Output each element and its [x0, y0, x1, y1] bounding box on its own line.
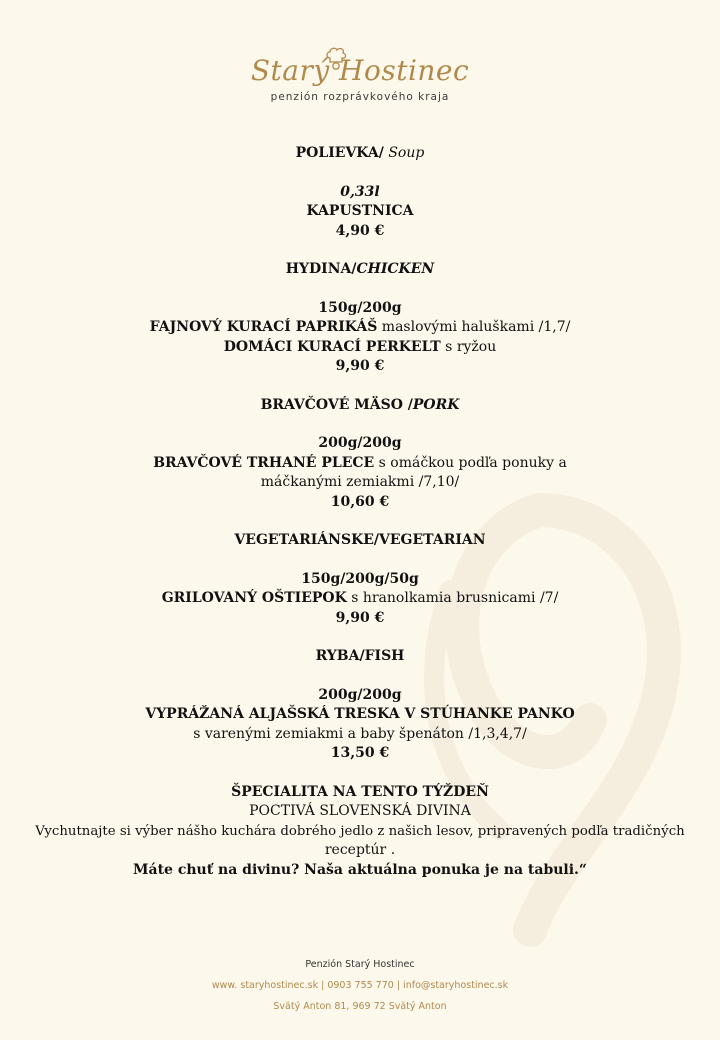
special-text-2: receptúr . — [324, 842, 396, 858]
chicken-item-1 — [0, 318, 720, 338]
chicken-price: 9,90 € — [335, 358, 385, 374]
logo-title — [251, 54, 469, 87]
fish-heading: RYBA/FISH — [315, 648, 405, 664]
special-heading: ŠPECIALITA NA TENTO TÝŽDEŇ — [231, 783, 489, 800]
vegetarian-item-name: GRILOVANÝ OŠTIEPOK — [161, 590, 347, 606]
fish-weight: 200g/200g — [318, 686, 402, 703]
pork-heading-sk: BRAVČOVÉ MÄSO / — [260, 396, 413, 413]
chicken-weight: 150g/200g — [318, 299, 402, 316]
chef-hat-icon — [325, 46, 347, 72]
soup-heading — [0, 144, 720, 164]
chicken-heading-sk: HYDINA/ — [285, 261, 357, 277]
soup-weight: 0,33l — [340, 183, 380, 200]
soup-heading-en: Soup — [388, 145, 425, 161]
pork-weight: 200g/200g — [318, 435, 402, 451]
chicken-item-2-desc: s ryžou — [440, 338, 497, 355]
footer-name: Penzión Starý Hostinec — [305, 959, 415, 970]
logo-subtitle: penzión rozprávkového kraja — [270, 91, 450, 103]
fish-item-desc: s varenými zemiakmi a baby špenáton /1,3,4,7/ — [193, 725, 527, 742]
chicken-item-1-desc: maslovými haluškami /1,7/ — [377, 319, 571, 335]
pork-item-desc-1: s omáčkou podľa ponuky a — [374, 454, 567, 471]
pork-item-name: BRAVČOVÉ TRHANÉ PLECE — [153, 454, 375, 471]
pork-item-desc-2: máčkanými zemiakmi /7,10/ — [260, 474, 460, 490]
pork-item — [0, 454, 720, 474]
special-cta: Máte chuť na divinu? Naša aktuálna ponuka je na tabuli.“ — [133, 861, 587, 878]
pork-heading — [0, 396, 720, 416]
footer-contact: www. staryhostinec.sk | 0903 755 770 | info@staryhostinec.sk — [211, 980, 509, 991]
logo-title-text: Starý Hostinec — [250, 54, 470, 87]
pork-price: 10,60 € — [330, 493, 390, 510]
logo — [0, 54, 720, 103]
fish-price: 13,50 € — [330, 745, 390, 761]
vegetarian-heading: VEGETARIÁNSKE/VEGETARIAN — [234, 532, 486, 548]
soup-name: KAPUSTNICA — [306, 203, 414, 219]
chicken-heading-en: CHICKEN — [356, 261, 435, 277]
soup-price: 4,90 € — [335, 222, 385, 239]
vegetarian-item-desc: s hranolkamia brusnicami /7/ — [346, 590, 559, 606]
fish-item-name: VYPRÁŽANÁ ALJAŠSKÁ TRESKA V STÚHANKE PANKO — [145, 706, 575, 722]
special-text-1: Vychutnajte si výber nášho kuchára dobrého jedlo z našich lesov, pripravených podľa tradičných — [35, 823, 685, 839]
chicken-item-2 — [0, 338, 720, 358]
soup-heading-sk: POLIEVKA/ — [295, 145, 384, 161]
pork-heading-en: PORK — [412, 396, 460, 413]
footer-address: Svätý Anton 81, 969 72 Svätý Anton — [273, 1001, 447, 1012]
chicken-heading — [0, 260, 720, 280]
menu — [0, 144, 720, 880]
footer — [0, 954, 720, 1017]
vegetarian-item — [0, 589, 720, 609]
special-subheading: POCTIVÁ SLOVENSKÁ DIVINA — [249, 803, 471, 819]
chicken-item-1-name: FAJNOVÝ KURACÍ PAPRIKÁŠ — [149, 319, 378, 335]
vegetarian-price: 9,90 € — [335, 609, 385, 626]
vegetarian-weight: 150g/200g/50g — [301, 570, 419, 587]
chicken-item-2-name: DOMÁCI KURACÍ PERKELT — [223, 338, 441, 355]
